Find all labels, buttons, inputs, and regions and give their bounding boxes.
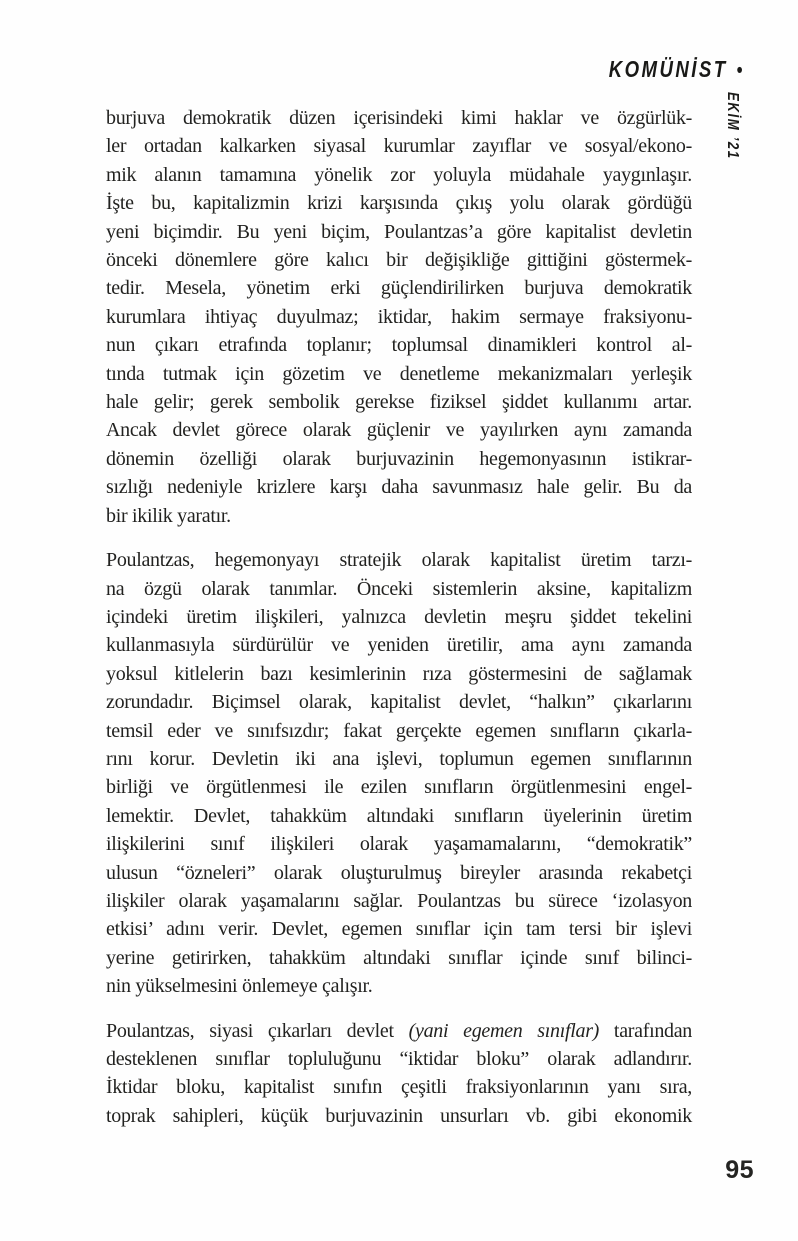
- text-line: [106, 189, 692, 217]
- text-segment: ilişkiler olarak yaşamalarını sağlar. Poulantzas bu sürece ‘izolasyon: [106, 889, 692, 912]
- text-line: [106, 331, 692, 359]
- text-segment: desteklenen sınıflar topluluğunu “iktidar bloku” olarak adlandırır.: [106, 1048, 692, 1070]
- text-line: [106, 360, 692, 388]
- page-header: [608, 57, 742, 84]
- text-line: [106, 246, 692, 274]
- paragraph-2: [106, 546, 692, 1001]
- text-line: [106, 274, 692, 302]
- text-segment: dönemin özelliği olarak burjuvazinin hegemonyasının istikrar-: [106, 447, 692, 470]
- text-line: [106, 218, 692, 246]
- bullet-separator-icon: •: [736, 58, 742, 82]
- paragraph-1: [106, 104, 692, 530]
- text-line: [106, 972, 692, 1000]
- text-segment: yerine getirirken, tahakküm altındaki sınıflar içinde sınıf bilinci-: [106, 946, 692, 969]
- text-line: [106, 388, 692, 416]
- text-segment: sızlığı nedeniyle krizlere karşı daha savunmasız hale gelir. Bu da: [106, 476, 692, 499]
- text-segment: ulusun “özneleri” olarak oluşturulmuş bireyler arasında rekabetçi: [106, 861, 692, 884]
- text-line: [106, 944, 692, 972]
- text-segment: yoksul kitlelerin bazı kesimlerinin rıza göstermesini de sağlamak: [106, 662, 692, 685]
- text-line: [106, 603, 692, 631]
- text-segment: kullanmasıyla sürdürülür ve yeniden üretilir, ama aynı zamanda: [106, 634, 692, 657]
- text-segment: toprak sahipleri, küçük burjuvazinin unsurları vb. gibi ekonomik: [106, 1104, 692, 1127]
- text-line: [106, 631, 692, 659]
- text-segment: kurumlara ihtiyaç duyulmaz; iktidar, hakim sermaye fraksiyonu-: [106, 305, 692, 328]
- issue-label: EKİM ’21: [724, 92, 742, 160]
- page-number: 95: [725, 1156, 754, 1184]
- text-segment: İktidar bloku, kapitalist sınıfın çeşitli fraksiyonlarının yanı sıra,: [106, 1076, 692, 1099]
- magazine-title: KOMÜNİST: [608, 57, 728, 84]
- text-line: [106, 416, 692, 444]
- text-line: [106, 473, 692, 501]
- text-line: [106, 773, 692, 801]
- text-line: [106, 161, 692, 189]
- text-line: [106, 303, 692, 331]
- text-line: [106, 1102, 692, 1130]
- text-segment: Poulantzas, siyasi çıkarları devlet: [106, 1019, 409, 1042]
- text-segment: tında tutmak için gözetim ve denetleme mekanizmaları yerleşik: [106, 362, 692, 385]
- text-segment: tedir. Mesela, yönetim erki güçlendirilirken burjuva demokratik: [106, 277, 692, 300]
- italic-text-segment: (yani egemen sınıflar): [408, 1019, 600, 1042]
- text-segment: temsil eder ve sınıfsızdır; fakat gerçekte egemen sınıfların çıkarla-: [106, 719, 692, 742]
- text-segment: tarafından: [599, 1019, 692, 1042]
- text-segment: etkisi’ adını verir. Devlet, egemen sınıflar için tam tersi bir işlevi: [106, 918, 692, 941]
- text-segment: bir ikilik yaratır.: [106, 504, 231, 527]
- text-segment: ler ortadan kalkarken siyasal kurumlar zayıflar ve sosyal/ekono-: [106, 135, 692, 158]
- text-line: [106, 445, 692, 473]
- text-line: [106, 830, 692, 858]
- text-segment: mik alanın tamamına yönelik zor yoluyla müdahale yaygınlaşır.: [106, 163, 692, 186]
- body-text: [106, 104, 692, 1130]
- text-segment: önceki dönemlere göre kalıcı bir değişikliğe gittiğini göstermek-: [106, 249, 692, 272]
- text-line: [106, 132, 692, 160]
- text-line: [106, 1045, 692, 1073]
- text-segment: içindeki üretim ilişkileri, yalnızca devletin meşru şiddet tekelini: [106, 605, 692, 628]
- text-segment: ilişkilerini sınıf ilişkileri olarak yaşamamalarını, “demokratik”: [106, 833, 692, 856]
- text-segment: Ancak devlet görece olarak güçlenir ve yayılırken aynı zamanda: [106, 419, 692, 442]
- text-line: [106, 745, 692, 773]
- text-line: [106, 859, 692, 887]
- text-segment: burjuva demokratik düzen içerisindeki kimi haklar ve özgürlük-: [106, 107, 692, 129]
- text-segment: Poulantzas, hegemonyayı stratejik olarak kapitalist üretim tarzı-: [106, 549, 692, 572]
- text-segment: lemektir. Devlet, tahakküm altındaki sınıfların üyelerinin üretim: [106, 804, 692, 827]
- text-segment: nun çıkarı etrafında toplanır; toplumsal dinamikleri kontrol al-: [106, 334, 692, 357]
- text-line: [106, 1073, 692, 1101]
- paragraph-3: [106, 1017, 692, 1131]
- text-line: [106, 546, 692, 574]
- text-segment: zorundadır. Biçimsel olarak, kapitalist devlet, “halkın” çıkarlarını: [106, 691, 692, 714]
- text-line: [106, 575, 692, 603]
- text-line: [106, 887, 692, 915]
- text-segment: nin yükselmesini önlemeye çalışır.: [106, 975, 373, 998]
- text-segment: na özgü olarak tanımlar. Önceki sistemlerin aksine, kapitalizm: [106, 577, 692, 600]
- text-segment: yeni biçimdir. Bu yeni biçim, Poulantzas’a göre kapitalist devletin: [106, 220, 692, 243]
- text-line: [106, 1017, 692, 1045]
- text-line: [106, 502, 692, 530]
- text-segment: İşte bu, kapitalizmin krizi karşısında çıkış yolu olarak gördüğü: [106, 192, 692, 215]
- text-segment: rını korur. Devletin iki ana işlevi, toplumun egemen sınıflarının: [106, 747, 692, 770]
- text-line: [106, 717, 692, 745]
- text-segment: birliği ve örgütlenmesi ile ezilen sınıfların örgütlenmesini engel-: [106, 776, 692, 799]
- text-segment: hale gelir; gerek sembolik gerekse fiziksel şiddet kullanımı artar.: [106, 391, 692, 414]
- text-line: [106, 660, 692, 688]
- text-line: [106, 915, 692, 943]
- text-line: [106, 688, 692, 716]
- text-line: [106, 104, 692, 132]
- text-line: [106, 802, 692, 830]
